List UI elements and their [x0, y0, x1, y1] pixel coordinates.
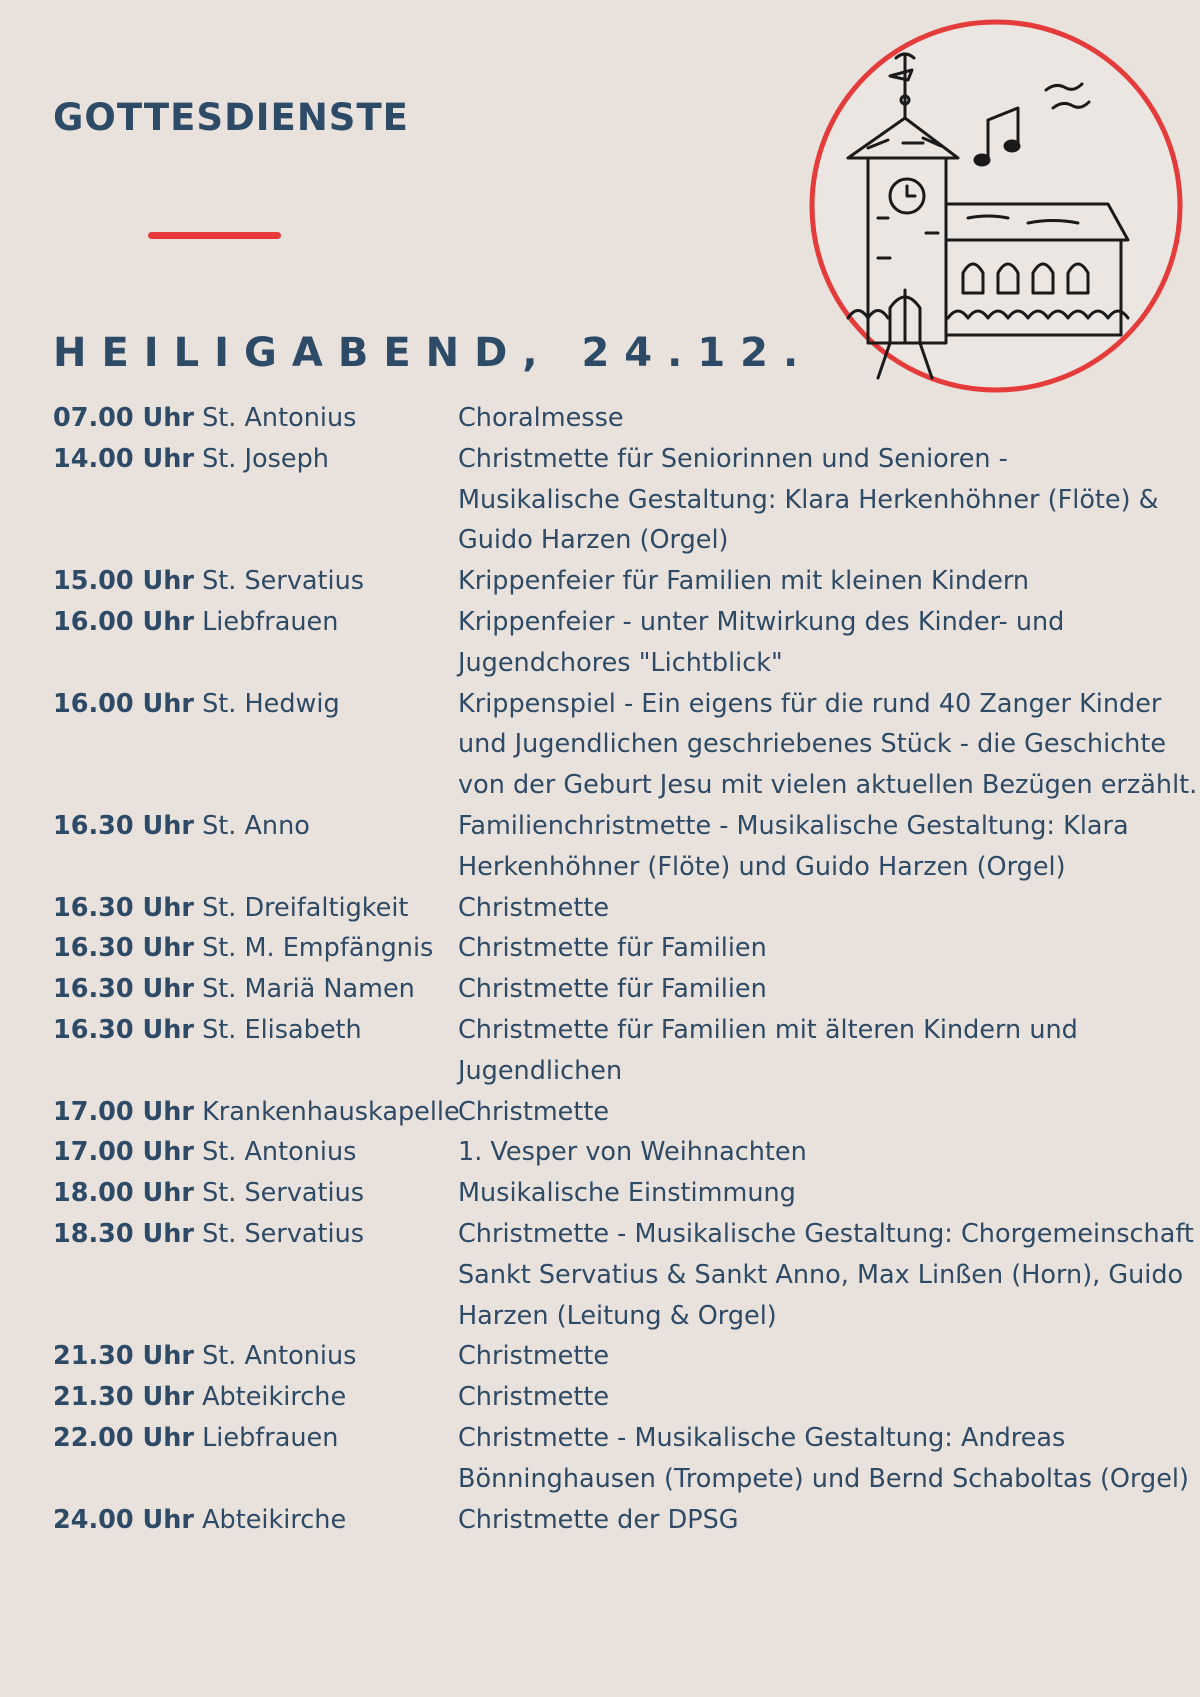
service-description-line: Musikalische Gestaltung: Klara Herkenhöhner (Flöte) & — [458, 484, 1159, 515]
service-description-line: Sankt Servatius & Sankt Anno, Max Linßen (Horn), Guido — [458, 1259, 1184, 1290]
service-location: St. Antonius — [193, 1137, 357, 1168]
service-description-line: Krippenspiel - Ein eigens für die rund 40 Zanger Kinder — [458, 688, 1162, 719]
service-description — [458, 969, 1173, 1010]
title-divider — [148, 232, 281, 239]
schedule-row — [53, 1092, 1173, 1133]
service-description — [458, 602, 1173, 684]
service-description-line: Jugendlichen — [458, 1055, 623, 1086]
service-description — [458, 1500, 1173, 1541]
service-time: 18.30 Uhr — [53, 1218, 194, 1249]
schedule-row — [53, 1173, 1173, 1214]
service-description-line: Christmette - Musikalische Gestaltung: Andreas — [458, 1422, 1066, 1453]
service-description-line: Christmette - Musikalische Gestaltung: Chorgemeinschaft — [458, 1218, 1194, 1249]
service-description-line: Guido Harzen (Orgel) — [458, 525, 729, 556]
service-time-location — [53, 1377, 458, 1418]
service-time-location — [53, 928, 458, 969]
service-time: 17.00 Uhr — [53, 1137, 194, 1168]
service-time: 07.00 Uhr — [53, 403, 194, 433]
schedule-row — [53, 969, 1173, 1010]
service-time: 16.00 Uhr — [53, 606, 194, 637]
service-description — [458, 684, 1197, 806]
service-location: Liebfrauen — [193, 1422, 339, 1453]
service-time: 16.00 Uhr — [53, 688, 194, 719]
service-description — [458, 928, 1173, 969]
service-time: 16.30 Uhr — [53, 810, 194, 841]
service-time-location — [53, 806, 458, 888]
service-description-line: Musikalische Einstimmung — [458, 1178, 796, 1209]
service-description — [458, 1336, 1173, 1377]
schedule-row — [53, 1010, 1173, 1092]
service-time-location — [53, 1214, 458, 1336]
service-description-line: Christmette — [458, 1382, 610, 1413]
service-description — [458, 561, 1173, 602]
service-time-location — [53, 888, 458, 929]
schedule-row — [53, 439, 1173, 561]
schedule-row — [53, 1214, 1194, 1336]
service-location: St. Antonius — [193, 403, 357, 433]
service-description-line: Herkenhöhner (Flöte) und Guido Harzen (Orgel) — [458, 851, 1066, 882]
service-description — [458, 439, 1173, 561]
service-time-location — [53, 969, 458, 1010]
service-time: 18.00 Uhr — [53, 1178, 194, 1209]
schedule-row — [53, 1336, 1173, 1377]
service-description-line: Krippenfeier für Familien mit kleinen Kindern — [458, 566, 1030, 597]
service-description-line: Christmette — [458, 892, 610, 923]
service-time-location — [53, 684, 458, 806]
service-description — [458, 806, 1173, 888]
service-location: St. Servatius — [193, 1218, 365, 1249]
service-location: St. Servatius — [193, 1178, 365, 1209]
service-location: St. Anno — [193, 810, 310, 841]
service-time: 17.00 Uhr — [53, 1096, 194, 1127]
section-title: HEILIGABEND, 24.12. — [53, 330, 814, 376]
service-location: St. Elisabeth — [193, 1014, 362, 1045]
service-location: St. Mariä Namen — [193, 974, 415, 1005]
service-description-line: Christmette der DPSG — [458, 1504, 739, 1535]
service-time-location — [53, 1418, 458, 1500]
service-description — [458, 1010, 1173, 1092]
schedule-row — [53, 928, 1173, 969]
service-description — [458, 398, 1173, 439]
service-location: St. Antonius — [193, 1341, 357, 1372]
page-title: GOTTESDIENSTE — [53, 96, 409, 139]
service-description-line: Christmette — [458, 1341, 610, 1372]
service-time-location — [53, 1132, 458, 1173]
service-location: St. Servatius — [193, 566, 365, 597]
service-description — [458, 888, 1173, 929]
schedule-row — [53, 1418, 1189, 1500]
service-time: 24.00 Uhr — [53, 1504, 194, 1535]
service-description — [458, 1418, 1189, 1500]
service-time: 16.30 Uhr — [53, 892, 194, 923]
service-time-location — [53, 602, 458, 684]
service-description-line: Bönninghausen (Trompete) und Bernd Schaboltas (Orgel) — [458, 1463, 1189, 1494]
service-location: St. Dreifaltigkeit — [193, 892, 409, 923]
service-location: St. Joseph — [193, 443, 329, 474]
service-location: Abteikirche — [193, 1382, 347, 1413]
schedule-row — [53, 602, 1173, 684]
service-description-line: Christmette für Familien mit älteren Kindern und — [458, 1014, 1078, 1045]
service-time-location — [53, 1336, 458, 1377]
service-time-location — [53, 561, 458, 602]
service-description-line: Jugendchores "Lichtblick" — [458, 647, 783, 678]
service-description — [458, 1377, 1173, 1418]
service-description — [458, 1092, 1173, 1133]
service-description-line: Christmette für Seniorinnen und Senioren - — [458, 443, 1008, 474]
service-location: Abteikirche — [193, 1504, 347, 1535]
service-description-line: Christmette — [458, 1096, 610, 1127]
service-description — [458, 1132, 1173, 1173]
service-time: 14.00 Uhr — [53, 443, 194, 474]
service-time: 16.30 Uhr — [53, 974, 194, 1005]
service-description-line: 1. Vesper von Weihnachten — [458, 1137, 807, 1168]
service-time: 15.00 Uhr — [53, 566, 194, 597]
service-time: 16.30 Uhr — [53, 1014, 194, 1045]
schedule-row — [53, 1377, 1173, 1418]
service-description-line: und Jugendlichen geschriebenes Stück - die Geschichte — [458, 729, 1167, 760]
service-description-line: Christmette für Familien — [458, 933, 767, 964]
schedule-row — [53, 888, 1173, 929]
schedule-list — [53, 398, 1198, 1540]
schedule-row — [53, 561, 1173, 602]
service-time: 22.00 Uhr — [53, 1422, 194, 1453]
schedule-row — [53, 398, 1173, 439]
service-location: Krankenhauskapelle — [193, 1096, 460, 1127]
service-description — [458, 1214, 1194, 1336]
service-description — [458, 1173, 1173, 1214]
service-location: Liebfrauen — [193, 606, 339, 637]
service-time-location — [53, 1092, 458, 1133]
service-location: St. Hedwig — [193, 688, 340, 719]
service-description-line: Choralmesse — [458, 403, 624, 433]
service-time-location — [53, 1173, 458, 1214]
service-time-location — [53, 398, 458, 439]
service-description-line: von der Geburt Jesu mit vielen aktuellen Bezügen erzählt. — [458, 770, 1198, 801]
service-description-line: Harzen (Leitung & Orgel) — [458, 1300, 777, 1331]
service-time-location — [53, 439, 458, 561]
service-time: 21.30 Uhr — [53, 1382, 194, 1413]
schedule-row — [53, 1500, 1173, 1541]
schedule-row — [53, 1132, 1173, 1173]
service-time: 21.30 Uhr — [53, 1341, 194, 1372]
service-location: St. M. Empfängnis — [193, 933, 434, 964]
church-drawing-icon — [808, 18, 1184, 394]
service-time-location — [53, 1010, 458, 1092]
service-time: 16.30 Uhr — [53, 933, 194, 964]
schedule-row — [53, 684, 1198, 806]
service-description-line: Familienchristmette - Musikalische Gestaltung: Klara — [458, 810, 1129, 841]
service-description-line: Christmette für Familien — [458, 974, 767, 1005]
schedule-row — [53, 806, 1173, 888]
service-time-location — [53, 1500, 458, 1541]
service-description-line: Krippenfeier - unter Mitwirkung des Kinder- und — [458, 606, 1065, 637]
